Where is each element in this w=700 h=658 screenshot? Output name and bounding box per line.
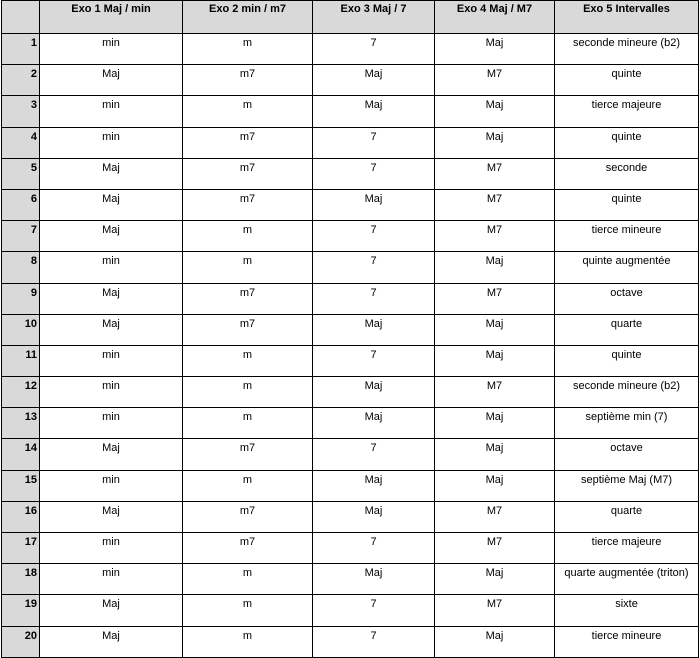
exo3-cell: Maj (313, 501, 435, 532)
table-row (2, 501, 699, 532)
table-row (2, 158, 699, 189)
exo5-cell: septième min (7) (555, 408, 699, 439)
table-row (2, 189, 699, 220)
exo2-cell: m (183, 408, 313, 439)
exo4-cell: Maj (435, 439, 555, 470)
exercise-table (1, 0, 699, 658)
table-row (2, 377, 699, 408)
exo3-cell: 7 (313, 127, 435, 158)
exo3-cell: 7 (313, 533, 435, 564)
exo2-cell: m (183, 96, 313, 127)
table-row (2, 564, 699, 595)
exo5-cell: seconde mineure (b2) (555, 377, 699, 408)
exo1-cell: Maj (40, 158, 183, 189)
row-number-cell: 13 (2, 408, 40, 439)
exo5-cell: octave (555, 439, 699, 470)
exo4-cell: Maj (435, 470, 555, 501)
exo5-cell: tierce majeure (555, 533, 699, 564)
exo2-cell: m7 (183, 65, 313, 96)
exo1-cell: Maj (40, 501, 183, 532)
exo3-cell: 7 (313, 283, 435, 314)
exo4-cell: Maj (435, 408, 555, 439)
exo3-cell: 7 (313, 595, 435, 626)
exo5-cell: quinte augmentée (555, 252, 699, 283)
exo3-cell: Maj (313, 564, 435, 595)
exo1-cell: Maj (40, 595, 183, 626)
exo4-cell: M7 (435, 65, 555, 96)
exo2-cell: m (183, 564, 313, 595)
exo3-cell: Maj (313, 377, 435, 408)
row-number-cell: 1 (2, 34, 40, 65)
table-row (2, 345, 699, 376)
exo2-cell: m7 (183, 314, 313, 345)
table-row (2, 470, 699, 501)
exo5-cell: quinte (555, 65, 699, 96)
exo5-cell: tierce majeure (555, 96, 699, 127)
exo2-cell: m (183, 221, 313, 252)
table-row (2, 283, 699, 314)
exo1-cell: min (40, 533, 183, 564)
exo1-cell: min (40, 345, 183, 376)
row-number-cell: 11 (2, 345, 40, 376)
exo2-cell: m (183, 345, 313, 376)
exo5-cell: tierce mineure (555, 626, 699, 657)
exo1-cell: min (40, 127, 183, 158)
exo3-cell: 7 (313, 158, 435, 189)
exo5-cell: quinte (555, 345, 699, 376)
exo1-cell: min (40, 34, 183, 65)
exo4-cell: M7 (435, 533, 555, 564)
exo2-cell: m7 (183, 283, 313, 314)
exo2-cell: m7 (183, 158, 313, 189)
table-row (2, 533, 699, 564)
exo1-cell: Maj (40, 314, 183, 345)
exo1-cell: Maj (40, 189, 183, 220)
exo1-cell: Maj (40, 439, 183, 470)
exo1-cell: min (40, 564, 183, 595)
exo5-cell: quarte augmentée (triton) (555, 564, 699, 595)
exo4-cell: Maj (435, 345, 555, 376)
exo2-cell: m (183, 470, 313, 501)
exo3-cell: 7 (313, 626, 435, 657)
exo2-cell: m (183, 252, 313, 283)
table-row (2, 314, 699, 345)
row-number-cell: 3 (2, 96, 40, 127)
exo1-cell: Maj (40, 626, 183, 657)
row-number-cell: 18 (2, 564, 40, 595)
table-row (2, 252, 699, 283)
exo4-cell: M7 (435, 377, 555, 408)
exo4-cell: Maj (435, 626, 555, 657)
exo2-cell: m7 (183, 127, 313, 158)
exo5-cell: quinte (555, 189, 699, 220)
row-number-cell: 10 (2, 314, 40, 345)
exo4-cell: Maj (435, 34, 555, 65)
exo3-cell: Maj (313, 470, 435, 501)
table-row (2, 595, 699, 626)
exo4-cell: Maj (435, 314, 555, 345)
row-number-cell: 6 (2, 189, 40, 220)
table-row (2, 34, 699, 65)
exo5-cell: septième Maj (M7) (555, 470, 699, 501)
row-number-cell: 20 (2, 626, 40, 657)
column-header-exo1: Exo 1 Maj / min (40, 1, 183, 34)
exo3-cell: Maj (313, 96, 435, 127)
row-number-cell: 12 (2, 377, 40, 408)
row-number-cell: 15 (2, 470, 40, 501)
exo3-cell: 7 (313, 34, 435, 65)
exo5-cell: quinte (555, 127, 699, 158)
exo2-cell: m (183, 626, 313, 657)
exo3-cell: 7 (313, 345, 435, 376)
exo4-cell: M7 (435, 501, 555, 532)
exo5-cell: seconde (555, 158, 699, 189)
exo3-cell: Maj (313, 408, 435, 439)
exo2-cell: m (183, 34, 313, 65)
exo4-cell: M7 (435, 595, 555, 626)
row-number-cell: 7 (2, 221, 40, 252)
table-body (2, 34, 699, 658)
exo4-cell: Maj (435, 127, 555, 158)
table-row (2, 65, 699, 96)
exo3-cell: 7 (313, 439, 435, 470)
table-row (2, 626, 699, 657)
exo3-cell: Maj (313, 314, 435, 345)
table-row (2, 221, 699, 252)
exo5-cell: tierce mineure (555, 221, 699, 252)
row-number-cell: 5 (2, 158, 40, 189)
row-number-cell: 14 (2, 439, 40, 470)
exo4-cell: M7 (435, 283, 555, 314)
table-row (2, 96, 699, 127)
table-row (2, 127, 699, 158)
exo4-cell: M7 (435, 221, 555, 252)
exo1-cell: Maj (40, 221, 183, 252)
exo1-cell: Maj (40, 65, 183, 96)
exo5-cell: sixte (555, 595, 699, 626)
table-row (2, 408, 699, 439)
exo3-cell: 7 (313, 221, 435, 252)
exo4-cell: Maj (435, 252, 555, 283)
column-header-exo4: Exo 4 Maj / M7 (435, 1, 555, 34)
row-number-cell: 17 (2, 533, 40, 564)
row-number-cell: 2 (2, 65, 40, 96)
exo2-cell: m (183, 595, 313, 626)
exo1-cell: min (40, 470, 183, 501)
row-number-cell: 16 (2, 501, 40, 532)
exo3-cell: Maj (313, 65, 435, 96)
column-header-exo2: Exo 2 min / m7 (183, 1, 313, 34)
exo4-cell: Maj (435, 96, 555, 127)
exo2-cell: m7 (183, 533, 313, 564)
header-row (2, 1, 699, 34)
table-row (2, 439, 699, 470)
row-number-cell: 8 (2, 252, 40, 283)
exo3-cell: 7 (313, 252, 435, 283)
exo5-cell: octave (555, 283, 699, 314)
exo2-cell: m (183, 377, 313, 408)
exo1-cell: min (40, 377, 183, 408)
exo5-cell: seconde mineure (b2) (555, 34, 699, 65)
column-header-exo5: Exo 5 Intervalles (555, 1, 699, 34)
corner-header-cell (2, 1, 40, 34)
exo1-cell: min (40, 96, 183, 127)
exo4-cell: M7 (435, 158, 555, 189)
exo5-cell: quarte (555, 501, 699, 532)
row-number-cell: 19 (2, 595, 40, 626)
exo1-cell: min (40, 408, 183, 439)
exo4-cell: M7 (435, 189, 555, 220)
exo1-cell: Maj (40, 283, 183, 314)
row-number-cell: 9 (2, 283, 40, 314)
exo3-cell: Maj (313, 189, 435, 220)
exo2-cell: m7 (183, 501, 313, 532)
row-number-cell: 4 (2, 127, 40, 158)
exo2-cell: m7 (183, 189, 313, 220)
exo5-cell: quarte (555, 314, 699, 345)
column-header-exo3: Exo 3 Maj / 7 (313, 1, 435, 34)
exo4-cell: Maj (435, 564, 555, 595)
exo1-cell: min (40, 252, 183, 283)
exo2-cell: m7 (183, 439, 313, 470)
